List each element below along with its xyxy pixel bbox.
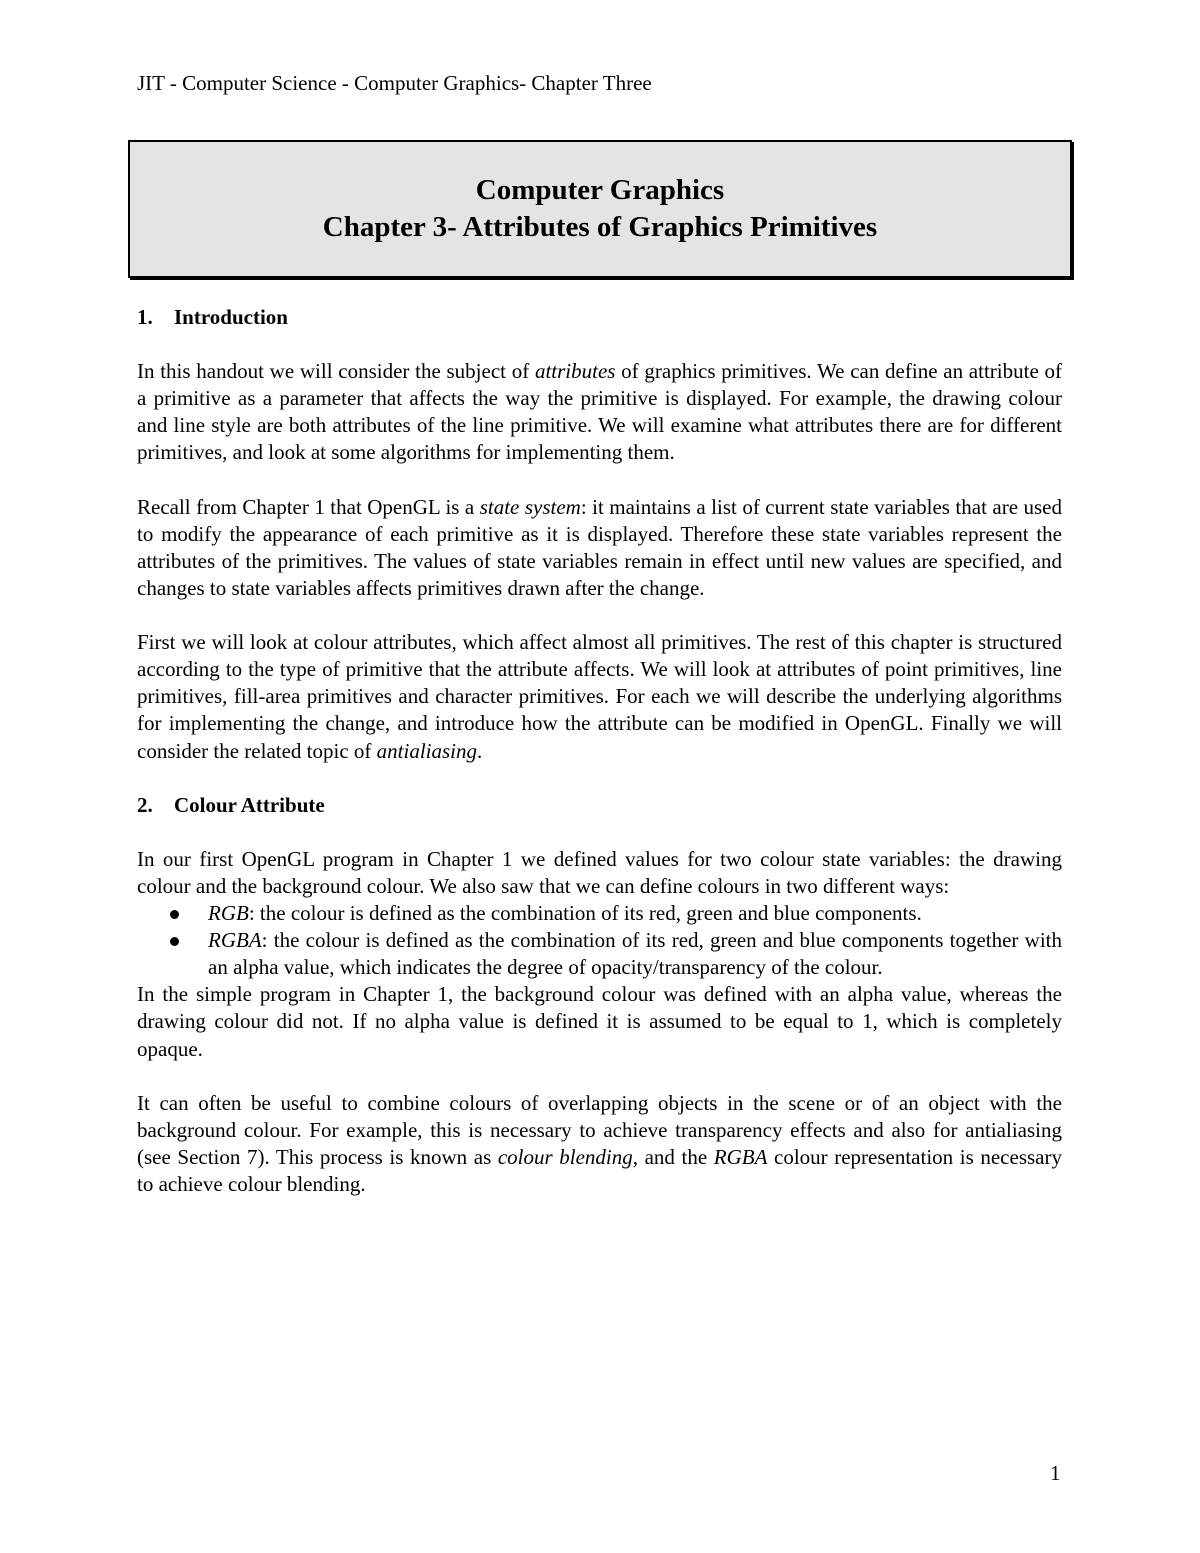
emphasis-state-system: state system — [479, 494, 581, 519]
text-run: In this handout we will consider the subject of — [137, 359, 535, 384]
paragraph-intro-2 — [137, 494, 1062, 602]
paragraph-intro-1 — [137, 358, 1062, 466]
text-run: : it maintains a list of current state variables that are used to modify the appearance of each primitive as it is displayed. Therefore these state variables represent the attributes of the primitives. The values of state variables remain in effect until new values are specified, and changes to state variables affects primitives drawn after the change. — [137, 494, 1062, 600]
document-body — [137, 304, 1062, 1198]
spacer — [137, 331, 1062, 358]
emphasis-colour-blending: colour blending — [497, 1144, 633, 1169]
document-title: Computer Graphics — [475, 174, 725, 206]
text-run: : the colour is defined as the combination of its red, green and blue components. — [248, 901, 922, 926]
running-header: JIT - Computer Science - Computer Graphics- Chapter Three — [137, 71, 652, 95]
bullet-icon — [170, 937, 179, 946]
emphasis-rgba: RGBA — [713, 1144, 768, 1169]
emphasis-rgb: RGB — [208, 901, 249, 926]
section-title: Introduction — [174, 305, 288, 329]
spacer — [137, 1063, 1062, 1090]
section-number: 2. — [137, 792, 153, 817]
list-item-rgb — [208, 900, 1062, 927]
list-item-rgba — [208, 927, 1062, 981]
section-heading-introduction — [137, 304, 1062, 331]
emphasis-attributes: attributes — [534, 359, 616, 384]
paragraph-colour-2: In the simple program in Chapter 1, the background colour was defined with an alpha value, whereas the drawing colour did not. If no alpha value is defined it is assumed to be equal to 1, which is completely opaque. — [137, 982, 1062, 1061]
chapter-title: Chapter 3- Attributes of Graphics Primitives — [322, 211, 878, 243]
text-run: of graphics primitives. We can define an attribute of a primitive as a parameter that affects the way the primitive is displayed. For example, the drawing colour and line style are both attributes of the line primitive. We will examine what attributes there are for different primitives, and look at some algorithms for implementing them. — [137, 359, 1062, 465]
paragraph-colour-1: In our first OpenGL program in Chapter 1 we defined values for two colour state variables: the drawing colour and the background colour. We also saw that we can define colours in two different ways: — [137, 846, 1062, 898]
page-number: 1 — [1050, 1461, 1061, 1485]
spacer — [137, 467, 1062, 494]
emphasis-antialiasing: antialiasing — [376, 738, 478, 763]
text-run: : the colour is defined as the combination of its red, green and blue components together with an alpha value, which indicates the degree of opacity/transparency of the colour. — [208, 928, 1062, 980]
text-run: It can often be useful to combine colours of overlapping objects in the scene or of an object with the background colour. For example, this is necessary to achieve transparency effects and also for antialiasing (see Section 7). This process is known as — [137, 1090, 1062, 1169]
text-run: , and the — [632, 1144, 714, 1169]
spacer — [137, 819, 1062, 846]
section-number: 1. — [137, 305, 153, 329]
text-run: Recall from Chapter 1 that OpenGL is a — [137, 494, 480, 519]
text-run: First we will look at colour attributes, which affect almost all primitives. The rest of this chapter is structured according to the type of primitive that the attribute affects. We will look at attributes of point primitives, line primitives, fill-area primitives and character primitives. For each we will describe the underlying algorithms for implementing the change, and introduce how the attribute can be modified in OpenGL. Finally we will consider the related topic of — [137, 630, 1062, 763]
paragraph-colour-3 — [137, 1090, 1062, 1198]
text-run: . — [477, 738, 483, 763]
spacer — [137, 602, 1062, 629]
title-box — [128, 140, 1072, 278]
colour-model-list — [137, 900, 1062, 981]
emphasis-rgba: RGBA — [208, 928, 262, 953]
section-title: Colour Attribute — [174, 792, 325, 817]
spacer — [137, 765, 1062, 792]
bullet-icon — [170, 910, 179, 919]
text-run: colour representation is necessary to achieve colour blending. — [137, 1144, 1062, 1196]
paragraph-intro-3 — [137, 629, 1062, 764]
section-heading-colour-attribute — [137, 792, 1062, 819]
